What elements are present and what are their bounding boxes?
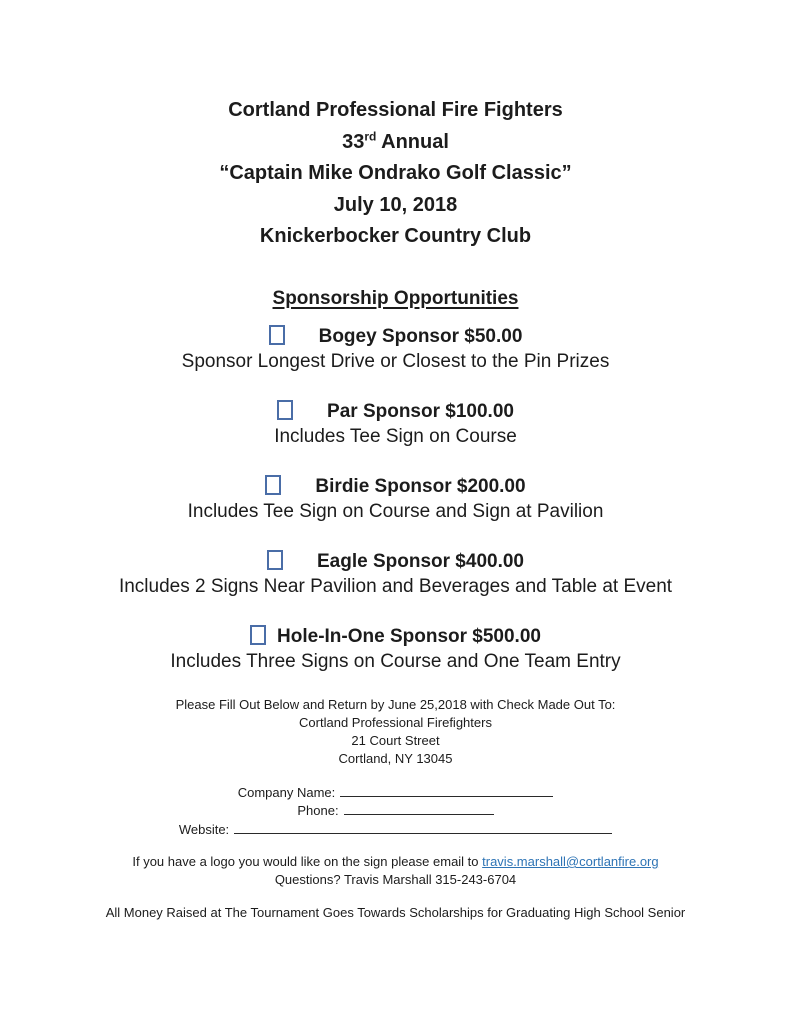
- website-row: [0, 821, 791, 840]
- sponsor-form: [0, 784, 791, 840]
- return-instructions: [0, 696, 791, 768]
- sponsor-title-label: Par Sponsor $100.00: [327, 400, 514, 422]
- payee-name: Cortland Professional Firefighters: [299, 714, 492, 730]
- scholarship-note: All Money Raised at The Tournament Goes Towards Scholarships for Graduating High School Senior: [105, 905, 686, 920]
- edition-ordinal-superscript: rd: [364, 128, 377, 143]
- sponsor-title-label: Hole-In-One Sponsor $500.00: [277, 625, 541, 647]
- bogey-checkbox[interactable]: [269, 325, 285, 345]
- event-header: [0, 0, 791, 253]
- mailing-street: 21 Court Street: [351, 732, 440, 748]
- sponsor-title-row: [0, 324, 791, 349]
- website-label: Website:: [178, 821, 230, 837]
- event-name: “Captain Mike Ondrako Golf Classic”: [219, 162, 572, 184]
- phone-field: [344, 802, 494, 815]
- sponsor-option-hole-in-one: [0, 624, 791, 674]
- eagle-checkbox[interactable]: [267, 550, 283, 570]
- sponsor-title-row: [0, 549, 791, 574]
- sponsor-title-label: Bogey Sponsor $50.00: [318, 325, 523, 347]
- sponsorship-heading: Sponsorship Opportunities: [272, 287, 519, 309]
- sponsor-option-birdie: [0, 474, 791, 524]
- sponsor-title-label: Birdie Sponsor $200.00: [315, 475, 526, 497]
- edition-rest: Annual: [376, 130, 449, 153]
- event-organization: Cortland Professional Fire Fighters: [228, 99, 563, 121]
- website-field: [234, 821, 612, 834]
- par-checkbox[interactable]: [277, 400, 293, 420]
- birdie-checkbox[interactable]: [265, 475, 281, 495]
- hole-in-one-checkbox[interactable]: [250, 625, 266, 645]
- sponsor-description: Includes Three Signs on Course and One Team Entry: [170, 650, 621, 672]
- questions-line: Questions? Travis Marshall 315-243-6704: [274, 872, 517, 887]
- return-deadline: Please Fill Out Below and Return by June 25,2018 with Check Made Out To:: [175, 696, 616, 712]
- sponsor-title-row: [0, 474, 791, 499]
- logo-instruction-text: If you have a logo you would like on the sign please email to: [132, 854, 483, 869]
- sponsor-title-label: Eagle Sponsor $400.00: [317, 550, 524, 572]
- company-name-label: Company Name:: [237, 784, 336, 800]
- sponsor-title-row: [0, 399, 791, 424]
- sponsor-description: Includes 2 Signs Near Pavilion and Beverages and Table at Event: [118, 575, 673, 597]
- sponsor-description: Includes Tee Sign on Course and Sign at Pavilion: [187, 500, 604, 522]
- event-venue: Knickerbocker Country Club: [259, 225, 532, 247]
- company-name-row: [0, 784, 791, 803]
- phone-row: [0, 802, 791, 821]
- event-date: July 10, 2018: [333, 193, 458, 216]
- edition-number: 33: [342, 130, 365, 153]
- contact-info: [0, 853, 791, 889]
- mailing-city: Cortland, NY 13045: [338, 750, 453, 766]
- event-edition: [0, 127, 791, 159]
- sponsor-description: Includes Tee Sign on Course: [274, 425, 517, 447]
- sponsor-title-row: [0, 624, 791, 649]
- sponsor-option-eagle: [0, 549, 791, 599]
- phone-label: Phone:: [297, 803, 339, 818]
- sponsor-description: Sponsor Longest Drive or Closest to the Pin Prizes: [181, 350, 610, 372]
- email-link[interactable]: travis.marshall@cortlanfire.org: [482, 854, 659, 869]
- logo-instruction-row: [0, 853, 791, 871]
- sponsor-option-bogey: [0, 324, 791, 374]
- company-name-field: [340, 784, 553, 797]
- sponsor-option-par: [0, 399, 791, 449]
